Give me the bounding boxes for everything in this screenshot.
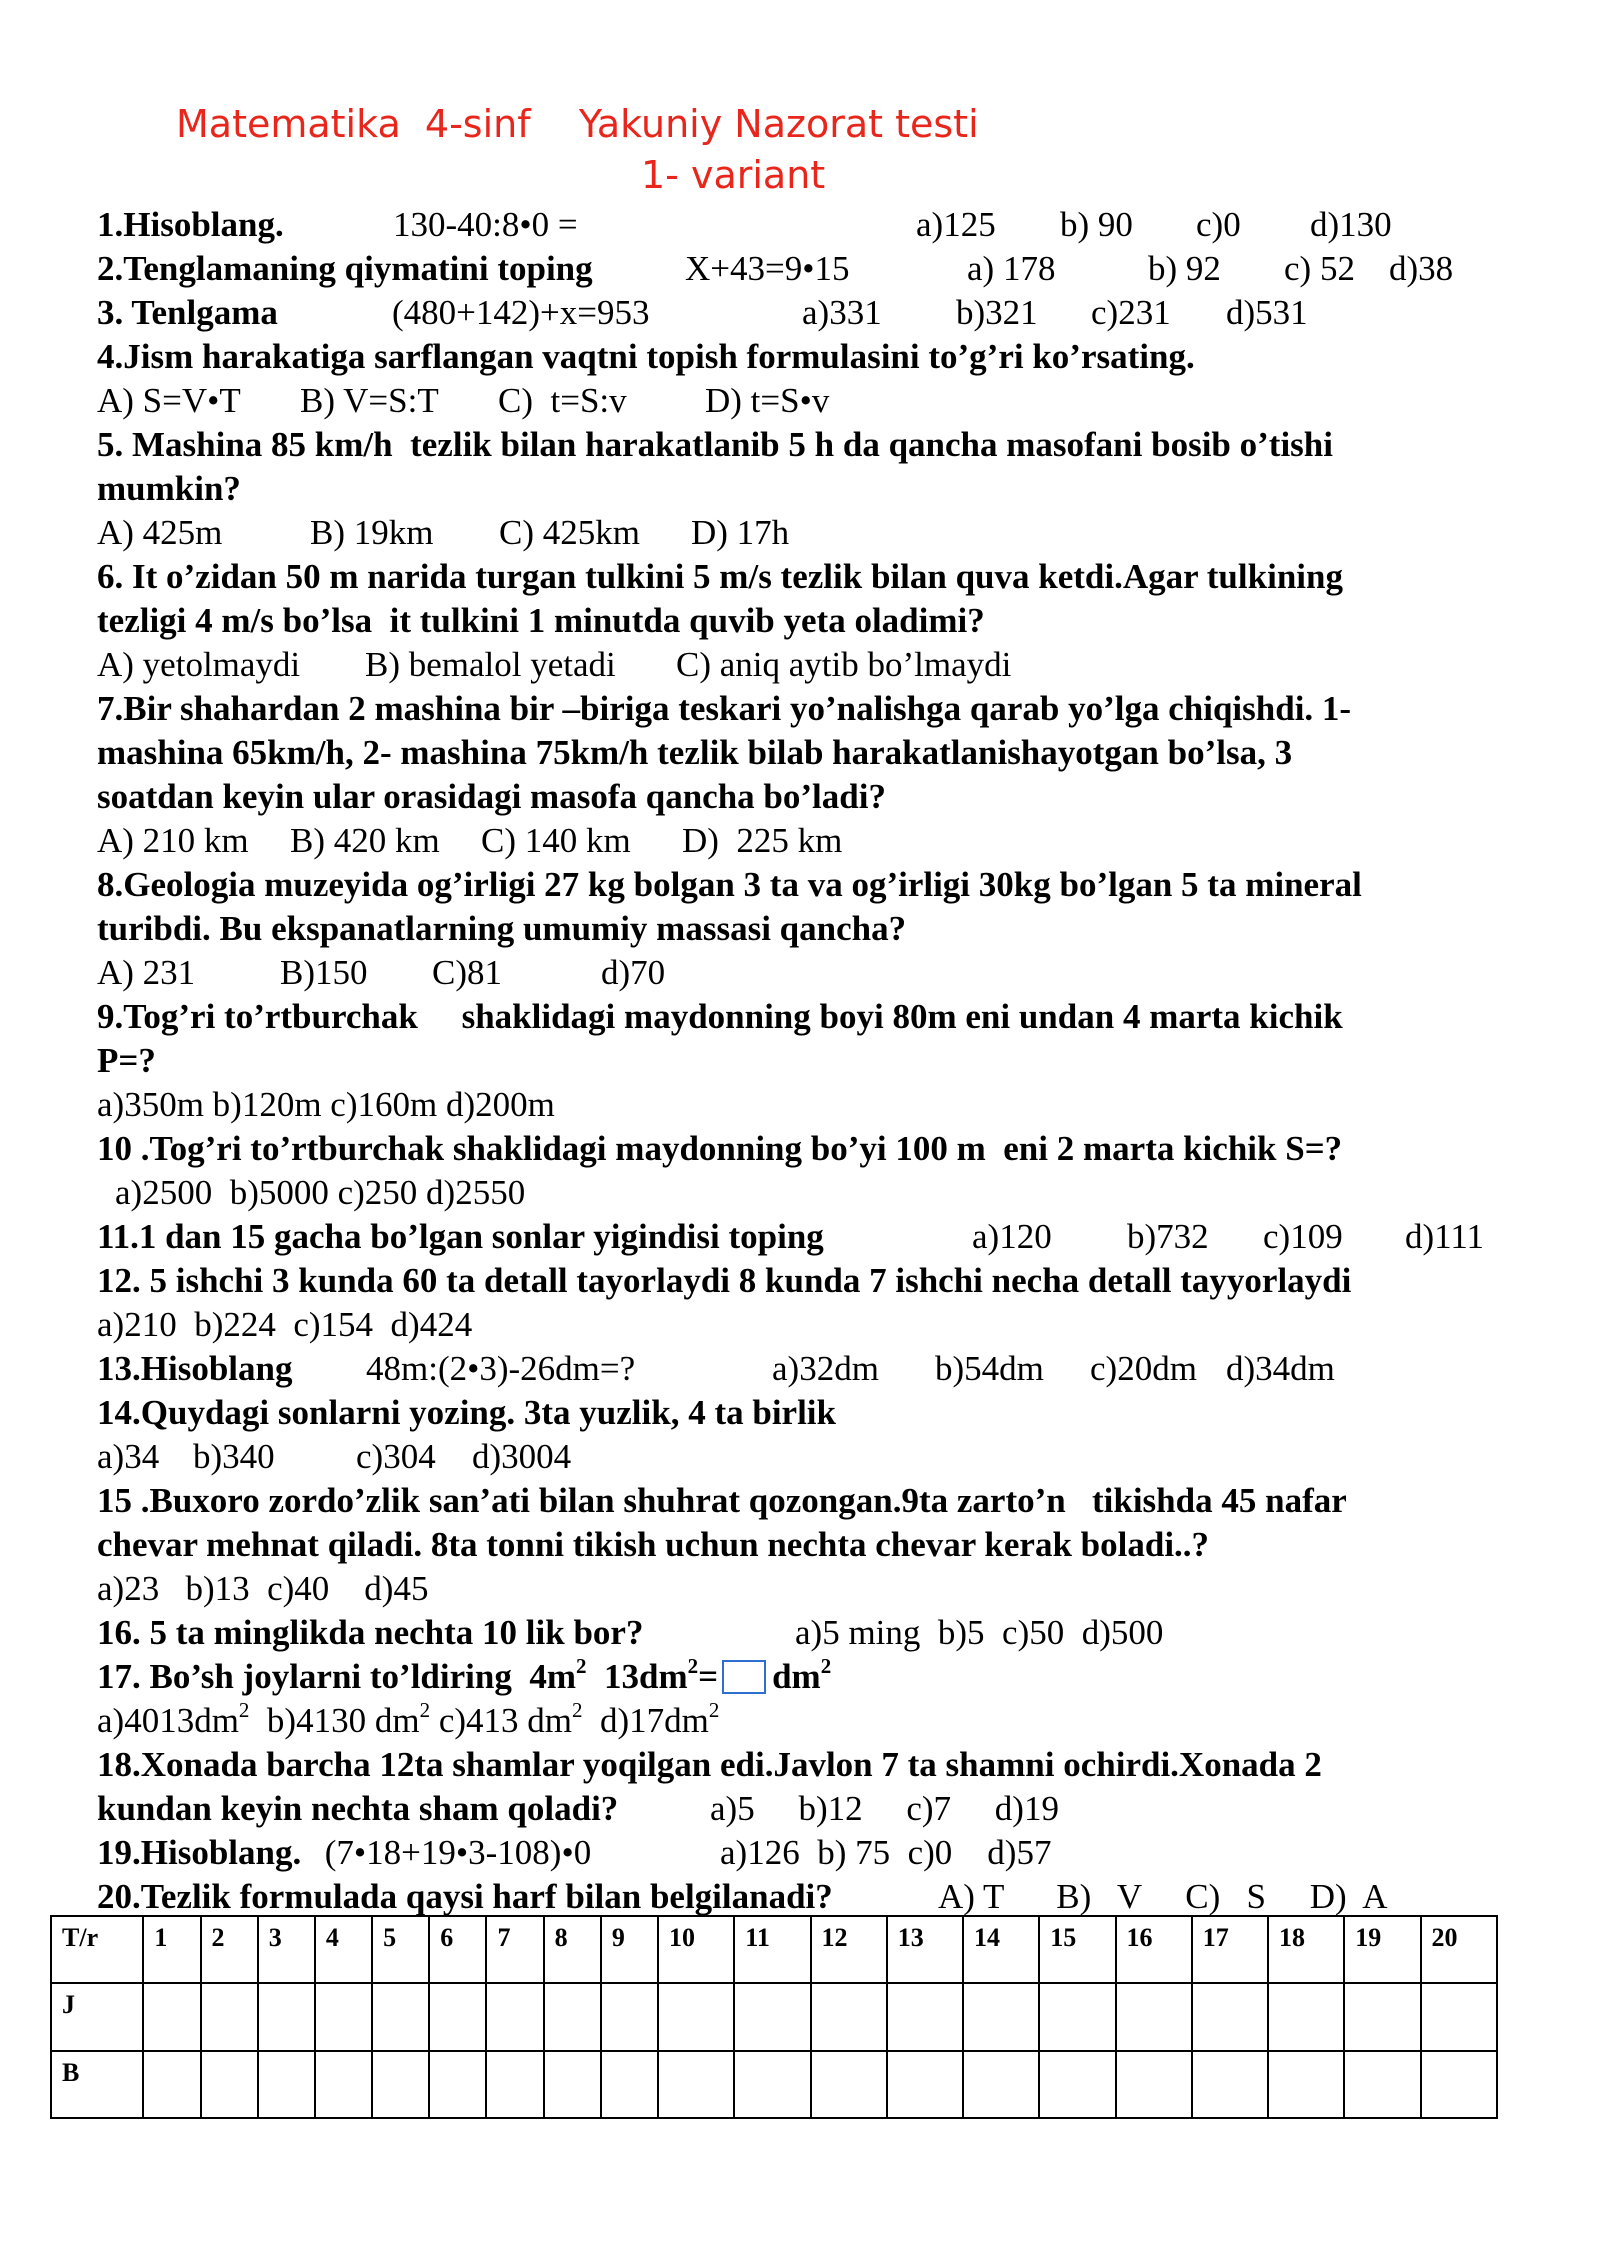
question-1-option-a: a)125 xyxy=(916,205,996,244)
question-2-option-d: d)38 xyxy=(1389,249,1454,288)
test-title: Matematika 4-sinf Yakuniy Nazorat testi xyxy=(176,102,979,146)
question-2-option-b: b) 92 xyxy=(1148,249,1221,288)
question-1-option-c: c)0 xyxy=(1196,205,1241,244)
question-12-options: a)210 b)224 c)154 d)424 xyxy=(97,1305,473,1344)
question-7-option-c: C) 140 km xyxy=(481,821,631,860)
answer-cell[interactable] xyxy=(1116,2051,1192,2118)
answer-cell[interactable] xyxy=(1344,2051,1420,2118)
question-16-text: 16. 5 ta minglikda nechta 10 lik bor? xyxy=(97,1613,644,1652)
answer-table-number: 8 xyxy=(544,1916,601,1983)
question-17-option-a-sup: 2 xyxy=(238,1698,250,1723)
answer-table-header-row xyxy=(51,1916,1497,1983)
question-17-option-c: c)413 dm xyxy=(430,1701,572,1740)
answer-table-row-label: B xyxy=(51,2051,143,2118)
question-10-options: a)2500 b)5000 c)250 d)2550 xyxy=(115,1173,526,1212)
question-8-text-line-1: 8.Geologia muzeyida og’irligi 27 kg bolgan 3 ta va og’irligi 30kg bo’lgan 5 ta mineral xyxy=(97,865,1362,904)
question-19-expression: (7•18+19•3-108)•0 xyxy=(316,1833,592,1872)
answer-cell[interactable] xyxy=(601,2051,658,2118)
answer-table-number: 1 xyxy=(143,1916,200,1983)
question-13-option-d: d)34dm xyxy=(1226,1349,1335,1388)
answer-cell[interactable] xyxy=(1116,1983,1192,2050)
question-2-label: 2.Tenglamaning qiymatini toping xyxy=(97,249,593,288)
question-6-text-line-2: tezligi 4 m/s bo’lsa it tulkini 1 minutda quvib yeta oladimi? xyxy=(97,601,985,640)
answer-table-number: 11 xyxy=(734,1916,810,1983)
answer-table-number: 19 xyxy=(1344,1916,1420,1983)
question-17-prefix: 17. Bo’sh joylarni to’ldiring 4m xyxy=(97,1657,576,1696)
answer-cell[interactable] xyxy=(201,1983,258,2050)
answer-cell[interactable] xyxy=(887,2051,963,2118)
question-11-text: 11.1 dan 15 gacha bo’lgan sonlar yigindisi toping xyxy=(97,1217,824,1256)
question-14-option-a: a)34 xyxy=(97,1437,160,1476)
answer-cell[interactable] xyxy=(811,2051,887,2118)
question-7-text-line-1: 7.Bir shahardan 2 mashina bir –biriga teskari yo’nalishga qarab yo’lga chiqishdi. 1- xyxy=(97,689,1352,728)
question-14-option-b: b)340 xyxy=(193,1437,275,1476)
question-15-options: a)23 b)13 c)40 d)45 xyxy=(97,1569,429,1608)
answer-table-number: 5 xyxy=(372,1916,429,1983)
question-8-option-c: C)81 xyxy=(432,953,502,992)
question-7-option-b: B) 420 km xyxy=(290,821,440,860)
answer-table-row-label: J xyxy=(51,1983,143,2050)
answer-table-number: 15 xyxy=(1039,1916,1115,1983)
question-17-sup-3: 2 xyxy=(820,1654,832,1679)
answer-cell[interactable] xyxy=(315,1983,372,2050)
question-17-sup-1: 2 xyxy=(576,1654,587,1679)
answer-table-number: 12 xyxy=(811,1916,887,1983)
question-12-text: 12. 5 ishchi 3 kunda 60 ta detall tayorlaydi 8 kunda 7 ishchi necha detall tayyorlaydi xyxy=(97,1261,1352,1300)
question-4-option-b: B) V=S:T xyxy=(300,381,439,420)
answer-table-number: 20 xyxy=(1421,1916,1498,1983)
answer-cell[interactable] xyxy=(963,1983,1039,2050)
question-20-text: 20.Tezlik formulada qaysi harf bilan belgilanadi? xyxy=(97,1877,833,1916)
question-5-option-d: D) 17h xyxy=(691,513,790,552)
question-17-text xyxy=(97,1655,831,1699)
question-6-text-line-1: 6. It o’zidan 50 m narida turgan tulkini 5 m/s tezlik bilan quva ketdi.Agar tulkining xyxy=(97,557,1343,596)
answer-cell[interactable] xyxy=(1039,1983,1115,2050)
question-17-equals: = xyxy=(698,1657,719,1696)
answer-table-header-cell: T/r xyxy=(51,1916,143,1983)
answer-table-number: 17 xyxy=(1192,1916,1268,1983)
answer-cell[interactable] xyxy=(658,2051,734,2118)
question-8-text-line-2: turibdi. Bu ekspanatlarning umumiy massasi qancha? xyxy=(97,909,907,948)
answer-cell[interactable] xyxy=(1268,2051,1344,2118)
question-3-label: 3. Tenlgama xyxy=(97,293,278,332)
answer-table xyxy=(50,1915,1498,2119)
question-13-label: 13.Hisoblang xyxy=(97,1349,293,1388)
question-11-option-a: a)120 xyxy=(972,1217,1052,1256)
answer-table-number: 4 xyxy=(315,1916,372,1983)
question-13-option-b: b)54dm xyxy=(935,1349,1044,1388)
answer-cell[interactable] xyxy=(601,1983,658,2050)
answer-blank-box xyxy=(722,1660,766,1694)
answer-cell[interactable] xyxy=(258,2051,315,2118)
question-18-options: a)5 b)12 c)7 d)19 xyxy=(710,1789,1059,1828)
question-17-unit: dm xyxy=(772,1657,821,1696)
answer-cell[interactable] xyxy=(429,1983,486,2050)
question-13-option-a: a)32dm xyxy=(772,1349,879,1388)
answer-table-number: 7 xyxy=(486,1916,543,1983)
question-17-option-b-sup: 2 xyxy=(419,1698,431,1723)
question-20-options: A) T B) V C) S D) A xyxy=(938,1877,1388,1916)
answer-cell[interactable] xyxy=(734,2051,810,2118)
question-4-option-c: C) t=S:v xyxy=(498,381,627,420)
question-6-option-c: C) aniq aytib bo’lmaydi xyxy=(676,645,1012,684)
question-7-text-line-2: mashina 65km/h, 2- mashina 75km/h tezlik bilab harakatlanishayotgan bo’lsa, 3 xyxy=(97,733,1293,772)
answer-cell[interactable] xyxy=(734,1983,810,2050)
answer-cell[interactable] xyxy=(544,2051,601,2118)
answer-cell[interactable] xyxy=(887,1983,963,2050)
answer-table-number: 6 xyxy=(429,1916,486,1983)
question-17-options xyxy=(97,1699,719,1743)
question-17-option-b: b)4130 dm xyxy=(249,1701,420,1740)
question-9-text-line-1: 9.Tog’ri to’rtburchak shaklidagi maydonning boyi 80m eni undan 4 marta kichik xyxy=(97,997,1343,1036)
answer-cell[interactable] xyxy=(1039,2051,1115,2118)
question-6-option-a: A) yetolmaydi xyxy=(97,645,301,684)
question-7-option-a: A) 210 km xyxy=(97,821,249,860)
question-14-option-d: d)3004 xyxy=(472,1437,572,1476)
question-13-option-c: c)20dm xyxy=(1090,1349,1197,1388)
question-8-option-d: d)70 xyxy=(601,953,666,992)
question-17-middle: 13dm xyxy=(586,1657,688,1696)
question-9-options: a)350m b)120m c)160m d)200m xyxy=(97,1085,555,1124)
question-17-option-d-sup: 2 xyxy=(708,1698,720,1723)
question-18-text-line-1: 18.Xonada barcha 12ta shamlar yoqilgan edi.Javlon 7 ta shamni ochirdi.Xonada 2 xyxy=(97,1745,1322,1784)
answer-table-row-j xyxy=(51,1983,1497,2050)
question-1-option-d: d)130 xyxy=(1310,205,1392,244)
question-15-text-line-2: chevar mehnat qiladi. 8ta tonni tikish uchun nechta chevar kerak boladi..? xyxy=(97,1525,1210,1564)
question-6-option-b: B) bemalol yetadi xyxy=(365,645,616,684)
question-3-option-b: b)321 xyxy=(956,293,1038,332)
question-2-option-c: c) 52 xyxy=(1284,249,1355,288)
question-4-option-d: D) t=S•v xyxy=(705,381,830,420)
question-5-option-c: C) 425km xyxy=(499,513,640,552)
question-19-options: a)126 b) 75 c)0 d)57 xyxy=(720,1833,1052,1872)
question-3-option-c: c)231 xyxy=(1091,293,1171,332)
answer-table-number: 16 xyxy=(1116,1916,1192,1983)
question-11-option-d: d)111 xyxy=(1405,1217,1485,1256)
question-14-option-c: c)304 xyxy=(356,1437,436,1476)
question-10-text: 10 .Tog’ri to’rtburchak shaklidagi maydonning bo’yi 100 m eni 2 marta kichik S=? xyxy=(97,1129,1343,1168)
question-5-text-line-2: mumkin? xyxy=(97,469,241,508)
answer-cell[interactable] xyxy=(201,2051,258,2118)
answer-cell[interactable] xyxy=(315,2051,372,2118)
answer-cell[interactable] xyxy=(372,1983,429,2050)
question-8-option-a: A) 231 xyxy=(97,953,196,992)
answer-cell[interactable] xyxy=(544,1983,601,2050)
question-17-option-c-sup: 2 xyxy=(571,1698,583,1723)
question-7-option-d: D) 225 km xyxy=(682,821,843,860)
question-11-option-c: c)109 xyxy=(1263,1217,1343,1256)
answer-cell[interactable] xyxy=(258,1983,315,2050)
question-14-text: 14.Quydagi sonlarni yozing. 3ta yuzlik, 4 ta birlik xyxy=(97,1393,836,1432)
variant-label: 1- variant xyxy=(641,153,826,197)
question-4-text: 4.Jism harakatiga sarflangan vaqtni topish formulasini to’g’ri ko’rsating. xyxy=(97,337,1195,376)
question-3-expression: (480+142)+x=953 xyxy=(392,293,650,332)
answer-table-number: 9 xyxy=(601,1916,658,1983)
answer-table-number: 3 xyxy=(258,1916,315,1983)
question-16-options: a)5 ming b)5 c)50 d)500 xyxy=(795,1613,1164,1652)
answer-table-number: 13 xyxy=(887,1916,963,1983)
answer-table-row-b xyxy=(51,2051,1497,2118)
question-2-expression: X+43=9•15 xyxy=(685,249,850,288)
question-17-option-d: d)17dm xyxy=(582,1701,709,1740)
question-19-label: 19.Hisoblang. xyxy=(97,1833,302,1872)
question-2-option-a: a) 178 xyxy=(967,249,1056,288)
answer-cell[interactable] xyxy=(486,2051,543,2118)
question-5-option-b: B) 19km xyxy=(310,513,434,552)
question-7-text-line-3: soatdan keyin ular orasidagi masofa qancha bo’ladi? xyxy=(97,777,886,816)
question-1-expression: 130-40:8•0 = xyxy=(393,205,578,244)
question-15-text-line-1: 15 .Buxoro zordo’zlik san’ati bilan shuhrat qozongan.9ta zarto’n tikishda 45 nafar xyxy=(97,1481,1347,1520)
answer-table-number: 2 xyxy=(201,1916,258,1983)
answer-cell[interactable] xyxy=(1268,1983,1344,2050)
answer-table-number: 14 xyxy=(963,1916,1039,1983)
question-11-option-b: b)732 xyxy=(1127,1217,1209,1256)
question-3-option-d: d)531 xyxy=(1226,293,1308,332)
question-4-option-a: A) S=V•T xyxy=(97,381,241,420)
answer-cell[interactable] xyxy=(1344,1983,1420,2050)
question-13-expression: 48m:(2•3)-26dm=? xyxy=(366,1349,636,1388)
answer-cell[interactable] xyxy=(1421,1983,1498,2050)
question-3-option-a: a)331 xyxy=(802,293,882,332)
answer-cell[interactable] xyxy=(963,2051,1039,2118)
answer-cell[interactable] xyxy=(372,2051,429,2118)
question-17-option-a: a)4013dm xyxy=(97,1701,239,1740)
question-1-label: 1.Hisoblang. xyxy=(97,205,284,244)
answer-cell[interactable] xyxy=(143,1983,200,2050)
question-5-option-a: A) 425m xyxy=(97,513,223,552)
answer-table-number: 18 xyxy=(1268,1916,1344,1983)
question-5-text-line-1: 5. Mashina 85 km/h tezlik bilan harakatlanib 5 h da qancha masofani bosib o’tishi xyxy=(97,425,1333,464)
answer-cell[interactable] xyxy=(1192,2051,1268,2118)
question-8-option-b: B)150 xyxy=(280,953,368,992)
answer-table-number: 10 xyxy=(658,1916,734,1983)
question-1-option-b: b) 90 xyxy=(1060,205,1133,244)
question-17-sup-2: 2 xyxy=(687,1654,699,1679)
answer-cell[interactable] xyxy=(1421,2051,1498,2118)
answer-cell[interactable] xyxy=(1192,1983,1268,2050)
question-18-text-line-2: kundan keyin nechta sham qoladi? xyxy=(97,1789,619,1828)
question-9-text-line-2: P=? xyxy=(97,1041,156,1080)
answer-cell[interactable] xyxy=(429,2051,486,2118)
answer-cell[interactable] xyxy=(486,1983,543,2050)
answer-cell[interactable] xyxy=(143,2051,200,2118)
answer-cell[interactable] xyxy=(658,1983,734,2050)
answer-cell[interactable] xyxy=(811,1983,887,2050)
